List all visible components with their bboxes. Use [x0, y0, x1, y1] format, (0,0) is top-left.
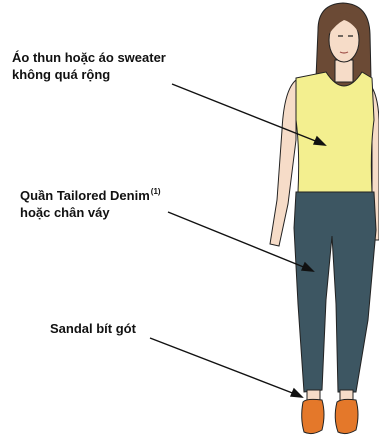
label-top-line2: không quá rộng [12, 67, 111, 82]
label-top-line1: Áo thun hoặc áo sweater [12, 50, 166, 65]
label-sandal-line1: Sandal bít gót [50, 321, 136, 336]
denim-pants [294, 192, 376, 392]
left-arm [270, 80, 296, 246]
label-pants-line1: Quần Tailored Denim [20, 188, 150, 203]
neck [335, 60, 353, 82]
label-top [12, 49, 166, 83]
arrow-pants [168, 212, 306, 268]
label-pants [20, 183, 161, 221]
label-pants-line2: hoặc chân váy [20, 205, 110, 220]
left-sandal [302, 399, 324, 433]
footnote-marker: (1) [150, 187, 161, 196]
yellow-top [296, 72, 374, 192]
arrow-sandal [150, 338, 295, 394]
right-sandal [335, 399, 358, 433]
label-sandal [50, 320, 136, 337]
